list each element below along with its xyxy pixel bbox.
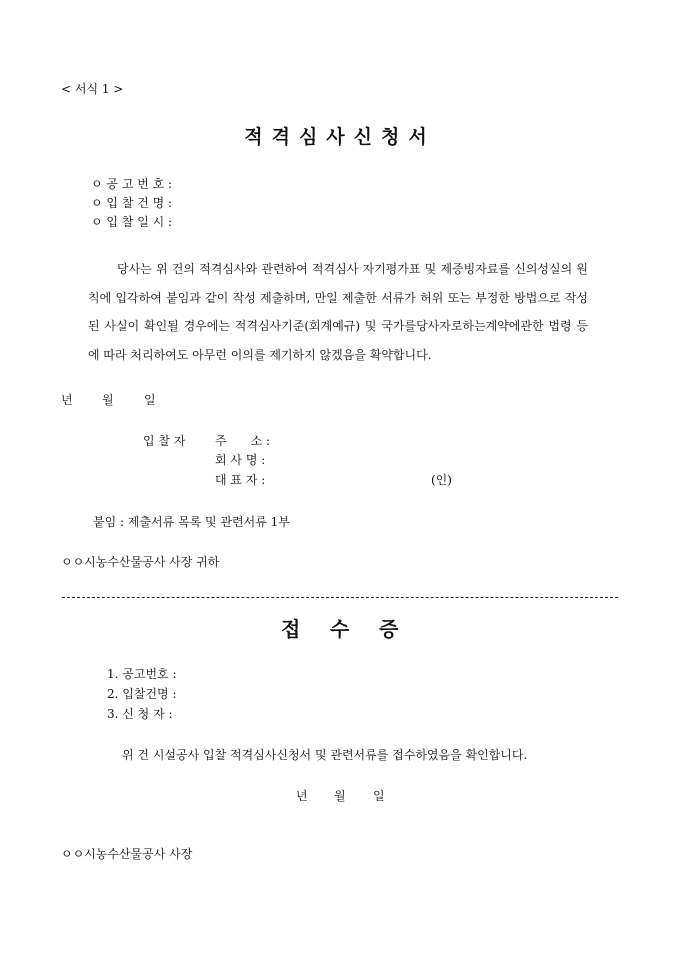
info-announcement-no: ㅇ 공 고 번 호 : — [91, 177, 173, 191]
attachment-note: 붙임 : 제출서류 목록 및 관련서류 1부 — [93, 515, 290, 529]
receipt-confirm-text: 위 건 시설공사 입찰 적격심사신청서 및 관련서류를 접수하였음을 확인합니다. — [122, 748, 528, 762]
cut-line — [62, 597, 618, 598]
receipt-item-bid-name: 2. 입찰건명 : — [107, 687, 177, 701]
bidder-rep-label: 대 표 자 : — [215, 473, 266, 487]
receipt-title-char-3: 증 — [379, 617, 399, 641]
date-month: 월 — [102, 393, 114, 407]
receipt-item-announcement: 1. 공고번호 : — [107, 667, 177, 681]
page-title: 적격심사신청서 — [244, 126, 436, 148]
date-day: 일 — [144, 393, 156, 407]
recipient-line: ㅇㅇ시농수산물공사 사장 귀하 — [61, 555, 220, 569]
receipt-item-applicant: 3. 신 청 자 : — [107, 707, 173, 721]
date-year: 년 — [61, 393, 73, 407]
receipt-title-char-2: 수 — [330, 617, 350, 641]
receipt-issuer: ㅇㅇ시농수산물공사 사장 — [61, 847, 193, 861]
info-bid-name: ㅇ 입 찰 건 명 : — [91, 196, 173, 210]
statement-text: 당사는 위 건의 적격심사와 관련하여 적격심사 자기평가표 및 제증빙자료를 신의성실의 원칙에 입각하여 붙임과 같이 작성 제출하며, 만일 제출한 서류가 허위 또는 부정한 방법으로 작성된 사실이 확인될 경우에는 적격심사기준(회계예규) 및 국가를당사자로하는계약에관한 법령 등에 따라 처리하여도 아무런 이의를 제기하지 않겠음을 확약합니다. — [88, 262, 588, 362]
bidder-label: 입 찰 자 — [143, 434, 186, 448]
form-tag: < 서식 1 > — [61, 82, 124, 96]
receipt-date-month: 월 — [334, 789, 346, 803]
bidder-company-label: 회 사 명 : — [215, 453, 266, 467]
info-bid-datetime: ㅇ 입 찰 일 시 : — [91, 215, 173, 229]
statement-paragraph — [88, 255, 588, 369]
receipt-title-char-1: 접 — [281, 617, 301, 641]
seal-mark: (인) — [431, 473, 452, 487]
receipt-date-day: 일 — [373, 789, 385, 803]
receipt-date-year: 년 — [296, 789, 308, 803]
bidder-address-label: 주 소 : — [215, 434, 271, 448]
